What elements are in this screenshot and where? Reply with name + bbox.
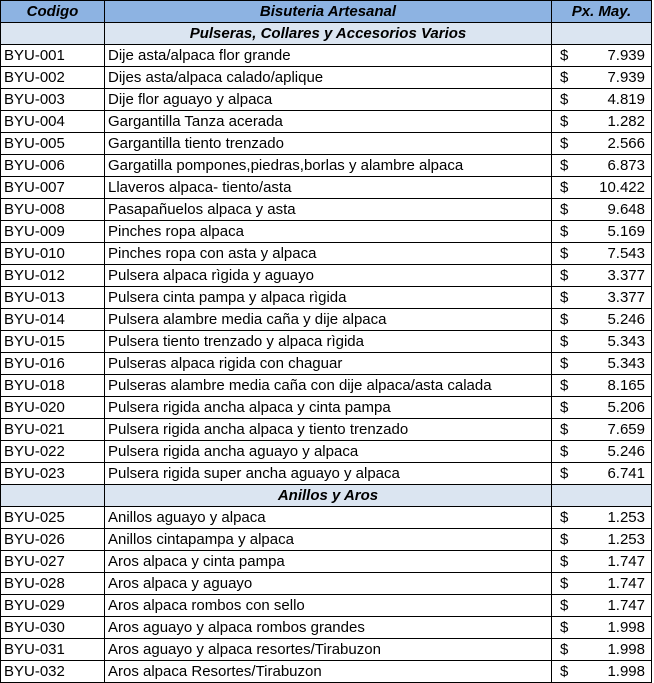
product-description: Pulsera rigida ancha alpaca y cinta pampa	[105, 397, 552, 419]
product-code: BYU-013	[1, 287, 105, 309]
table-row	[1, 265, 652, 287]
currency-symbol: $	[560, 91, 569, 108]
currency-symbol: $	[560, 575, 569, 592]
price-value: 5.206	[607, 399, 645, 416]
product-description: Dijes asta/alpaca calado/aplique	[105, 67, 552, 89]
price-value: 2.566	[607, 135, 645, 152]
table-row	[1, 573, 652, 595]
price-cell	[552, 45, 652, 67]
product-code: BYU-018	[1, 375, 105, 397]
product-description: Pulsera alpaca rìgida y aguayo	[105, 265, 552, 287]
product-code: BYU-006	[1, 155, 105, 177]
currency-symbol: $	[560, 553, 569, 570]
product-description: Pinches ropa alpaca	[105, 221, 552, 243]
table-row	[1, 243, 652, 265]
product-code: BYU-012	[1, 265, 105, 287]
currency-symbol: $	[560, 597, 569, 614]
currency-symbol: $	[560, 267, 569, 284]
table-row	[1, 45, 652, 67]
product-description: Aros aguayo y alpaca rombos grandes	[105, 617, 552, 639]
product-description: Anillos cintapampa y alpaca	[105, 529, 552, 551]
table-row	[1, 639, 652, 661]
price-cell	[552, 661, 652, 683]
product-description: Pulsera rigida ancha alpaca y tiento trenzado	[105, 419, 552, 441]
product-code: BYU-007	[1, 177, 105, 199]
currency-symbol: $	[560, 619, 569, 636]
currency-symbol: $	[560, 465, 569, 482]
table-row	[1, 133, 652, 155]
product-code: BYU-003	[1, 89, 105, 111]
price-cell	[552, 573, 652, 595]
table-row	[1, 397, 652, 419]
currency-symbol: $	[560, 531, 569, 548]
price-cell	[552, 419, 652, 441]
section-title: Pulseras, Collares y Accesorios Varios	[105, 23, 552, 45]
price-cell	[552, 331, 652, 353]
currency-symbol: $	[560, 641, 569, 658]
product-description: Gargantilla tiento trenzado	[105, 133, 552, 155]
price-cell	[552, 529, 652, 551]
price-cell	[552, 155, 652, 177]
section-empty-cell	[1, 485, 105, 507]
product-code: BYU-009	[1, 221, 105, 243]
section-title: Anillos y Aros	[105, 485, 552, 507]
table-row	[1, 111, 652, 133]
header-bisuteria: Bisuteria Artesanal	[105, 1, 552, 23]
price-value: 1.998	[607, 619, 645, 636]
product-code: BYU-022	[1, 441, 105, 463]
table-row	[1, 529, 652, 551]
price-cell	[552, 221, 652, 243]
table-row	[1, 177, 652, 199]
price-cell	[552, 397, 652, 419]
table-row	[1, 287, 652, 309]
product-description: Gargantilla Tanza acerada	[105, 111, 552, 133]
price-cell	[552, 639, 652, 661]
price-value: 4.819	[607, 91, 645, 108]
price-value: 9.648	[607, 201, 645, 218]
header-row	[1, 1, 652, 23]
price-value: 7.939	[607, 47, 645, 64]
price-cell	[552, 243, 652, 265]
product-description: Aros alpaca y cinta pampa	[105, 551, 552, 573]
price-cell	[552, 309, 652, 331]
product-code: BYU-005	[1, 133, 105, 155]
price-cell	[552, 265, 652, 287]
product-code: BYU-032	[1, 661, 105, 683]
table-row	[1, 661, 652, 683]
currency-symbol: $	[560, 663, 569, 680]
product-description: Pulseras alpaca rigida con chaguar	[105, 353, 552, 375]
price-cell	[552, 287, 652, 309]
table-row	[1, 199, 652, 221]
table-row	[1, 595, 652, 617]
price-cell	[552, 507, 652, 529]
table-row	[1, 331, 652, 353]
product-description: Llaveros alpaca- tiento/asta	[105, 177, 552, 199]
section-header-row	[1, 485, 652, 507]
section-empty-cell	[552, 23, 652, 45]
product-code: BYU-031	[1, 639, 105, 661]
price-cell	[552, 463, 652, 485]
price-value: 6.873	[607, 157, 645, 174]
product-description: Aros aguayo y alpaca resortes/Tirabuzon	[105, 639, 552, 661]
table-row	[1, 419, 652, 441]
section-header-row	[1, 23, 652, 45]
product-code: BYU-027	[1, 551, 105, 573]
price-cell	[552, 353, 652, 375]
price-value: 1.282	[607, 113, 645, 130]
product-description: Dije flor aguayo y alpaca	[105, 89, 552, 111]
price-cell	[552, 133, 652, 155]
product-code: BYU-023	[1, 463, 105, 485]
product-description: Anillos aguayo y alpaca	[105, 507, 552, 529]
price-value: 6.741	[607, 465, 645, 482]
price-cell	[552, 551, 652, 573]
currency-symbol: $	[560, 69, 569, 86]
table-row	[1, 155, 652, 177]
section-empty-cell	[552, 485, 652, 507]
price-value: 1.747	[607, 553, 645, 570]
currency-symbol: $	[560, 399, 569, 416]
price-value: 3.377	[607, 267, 645, 284]
currency-symbol: $	[560, 113, 569, 130]
product-code: BYU-021	[1, 419, 105, 441]
product-description: Pasapañuelos alpaca y asta	[105, 199, 552, 221]
price-value: 1.998	[607, 641, 645, 658]
product-description: Pulsera rigida super ancha aguayo y alpaca	[105, 463, 552, 485]
price-value: 5.343	[607, 355, 645, 372]
table-row	[1, 375, 652, 397]
product-description: Aros alpaca rombos con sello	[105, 595, 552, 617]
price-value: 1.747	[607, 575, 645, 592]
currency-symbol: $	[560, 421, 569, 438]
price-cell	[552, 89, 652, 111]
product-code: BYU-010	[1, 243, 105, 265]
currency-symbol: $	[560, 333, 569, 350]
price-value: 1.253	[607, 509, 645, 526]
price-value: 5.246	[607, 311, 645, 328]
currency-symbol: $	[560, 179, 569, 196]
price-cell	[552, 67, 652, 89]
product-code: BYU-002	[1, 67, 105, 89]
currency-symbol: $	[560, 47, 569, 64]
price-cell	[552, 617, 652, 639]
price-value: 7.659	[607, 421, 645, 438]
product-code: BYU-030	[1, 617, 105, 639]
table-row	[1, 309, 652, 331]
table-row	[1, 67, 652, 89]
product-code: BYU-028	[1, 573, 105, 595]
product-description: Pinches ropa con asta y alpaca	[105, 243, 552, 265]
product-description: Aros alpaca Resortes/Tirabuzon	[105, 661, 552, 683]
price-cell	[552, 375, 652, 397]
table-row	[1, 507, 652, 529]
currency-symbol: $	[560, 201, 569, 218]
price-cell	[552, 111, 652, 133]
product-description: Dije asta/alpaca flor grande	[105, 45, 552, 67]
currency-symbol: $	[560, 509, 569, 526]
product-description: Pulsera rigida ancha aguayo y alpaca	[105, 441, 552, 463]
header-precio: Px. May.	[552, 1, 652, 23]
table-row	[1, 441, 652, 463]
currency-symbol: $	[560, 223, 569, 240]
product-code: BYU-004	[1, 111, 105, 133]
product-code: BYU-015	[1, 331, 105, 353]
currency-symbol: $	[560, 245, 569, 262]
price-cell	[552, 177, 652, 199]
currency-symbol: $	[560, 355, 569, 372]
price-value: 7.939	[607, 69, 645, 86]
product-code: BYU-014	[1, 309, 105, 331]
product-description: Aros alpaca y aguayo	[105, 573, 552, 595]
price-value: 5.246	[607, 443, 645, 460]
table-row	[1, 463, 652, 485]
product-description: Gargatilla pompones,piedras,borlas y alambre alpaca	[105, 155, 552, 177]
table-row	[1, 221, 652, 243]
price-value: 1.998	[607, 663, 645, 680]
product-code: BYU-001	[1, 45, 105, 67]
price-value: 8.165	[607, 377, 645, 394]
product-code: BYU-008	[1, 199, 105, 221]
product-code: BYU-016	[1, 353, 105, 375]
product-description: Pulsera tiento trenzado y alpaca rìgida	[105, 331, 552, 353]
header-codigo: Codigo	[1, 1, 105, 23]
product-code: BYU-029	[1, 595, 105, 617]
table-row	[1, 353, 652, 375]
table-row	[1, 89, 652, 111]
section-empty-cell	[1, 23, 105, 45]
currency-symbol: $	[560, 289, 569, 306]
price-value: 3.377	[607, 289, 645, 306]
product-description: Pulsera cinta pampa y alpaca rìgida	[105, 287, 552, 309]
price-cell	[552, 199, 652, 221]
table-row	[1, 617, 652, 639]
product-code: BYU-020	[1, 397, 105, 419]
price-value: 1.747	[607, 597, 645, 614]
price-value: 10.422	[599, 179, 645, 196]
price-value: 1.253	[607, 531, 645, 548]
table-row	[1, 551, 652, 573]
currency-symbol: $	[560, 135, 569, 152]
price-value: 5.343	[607, 333, 645, 350]
price-cell	[552, 441, 652, 463]
currency-symbol: $	[560, 443, 569, 460]
product-code: BYU-025	[1, 507, 105, 529]
price-value: 7.543	[607, 245, 645, 262]
product-description: Pulsera alambre media caña y dije alpaca	[105, 309, 552, 331]
currency-symbol: $	[560, 377, 569, 394]
currency-symbol: $	[560, 157, 569, 174]
product-description: Pulseras alambre media caña con dije alpaca/asta calada	[105, 375, 552, 397]
currency-symbol: $	[560, 311, 569, 328]
price-cell	[552, 595, 652, 617]
product-code: BYU-026	[1, 529, 105, 551]
price-value: 5.169	[607, 223, 645, 240]
